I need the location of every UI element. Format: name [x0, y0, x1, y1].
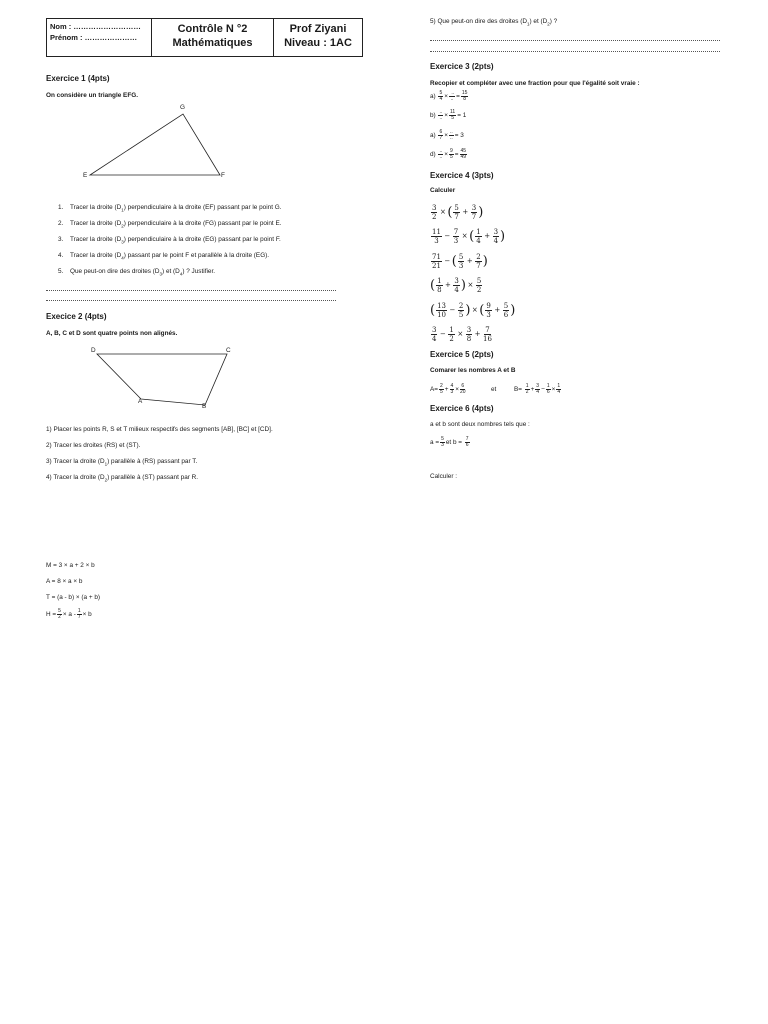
ex2-q3: 3) Tracer la droite $(D_1)$ parallèle à (RS) passant par T.	[46, 458, 198, 467]
quadrilateral-shape	[97, 354, 227, 405]
ex4-calc-5: ( 13 10 − $\frac{2}{5}$ ) × ( 9 3 + $\frac{5}{6}$ )	[430, 301, 516, 319]
ex1-item-5: 5. Que peut-on dire des droites $(D_3)$ et $(D_4)$ ? Justifier.	[58, 268, 216, 277]
ex2-q4: 4) Tracer la droite $(D_2)$ parallèle à (ST) passant par R.	[46, 474, 199, 483]
answer-line-1[interactable]	[46, 290, 336, 291]
ex2-intro: A, B, C et D sont quatre points non alignés.	[46, 330, 178, 337]
title-line2: Mathématiques	[172, 37, 253, 49]
ex5-et: et	[491, 386, 497, 393]
ex1-intro: On considère un triangle EFG.	[46, 92, 138, 99]
triangle-shape	[90, 114, 220, 175]
expr-h: H = $\frac{5}{2}$ × a - $\frac{1}{7}$ × b	[46, 608, 92, 620]
ex2-q1: 1) Placer les points R, S et T milieux respectifs des segments [AB], [BC] et [CD].	[46, 426, 273, 433]
answer-line-3[interactable]	[430, 40, 720, 41]
ex5-title: Exercice 5 (2pts)	[430, 350, 494, 359]
ex1-item-2: 2. Tracer la droite $(D_2)$ perpendiculaire à la droite (FG) passant par le point E.	[58, 220, 282, 229]
ex1-title: Exercice 1 (4pts)	[46, 74, 110, 83]
quadrilateral-abcd	[85, 340, 245, 415]
ex2-title: Execice 2 (4pts)	[46, 312, 107, 321]
ex4-calc-3: 71 21 − ( 5 3 + $\frac{2}{7}$ )	[432, 252, 488, 270]
point-g-label: G	[180, 104, 185, 111]
point-a-label: A	[138, 398, 143, 405]
ex4-calc-6: 3 4 − $\frac{1}{2}$ × $\frac{3}{8}$ + $\frac{7}{16}$	[432, 325, 492, 343]
ex3-item-d: d) $\frac{..}{..}$ × $\frac{9}{5}$ = $\frac{45}{49}$	[430, 148, 467, 160]
teacher-info	[274, 19, 362, 56]
ex1-item-1: 1. Tracer la droite $(D_1)$ perpendiculaire à la droite (EF) passant par le point G.	[58, 204, 282, 213]
ex3-item-c: a) $\frac{6}{7}$ × $\frac{..}{..}$ = 3	[430, 129, 464, 141]
header-box	[46, 18, 363, 57]
ex3-item-b: b) $\frac{..}{..}$ × $\frac{11}{5}$ = 1	[430, 109, 467, 121]
ex6-calc-label: Calculer :	[430, 473, 457, 480]
prof-name: Prof Ziyani	[289, 23, 347, 35]
exam-title	[152, 19, 274, 56]
ex5-intro: Comarer les nombres A et B	[430, 367, 516, 374]
ex1-list	[58, 204, 358, 284]
title-line1: Contrôle N °2	[177, 23, 248, 35]
ex3-item-a: a) $\frac{5}{4}$ × $\frac{..}{..}$ = $\frac{15}{8}$	[430, 90, 468, 102]
ex6-definition: a = $\frac{5}{3}$ et b = $\frac{7}{6}$	[430, 436, 469, 448]
ex5-expr-b: B= $\frac{1}{2}$ + $\frac{3}{4}$ − $\frac{1}{6}$ × $\frac{1}{4}$	[514, 383, 561, 395]
ex2-q2: 2) Tracer les droites (RS) et (ST).	[46, 442, 141, 449]
nom-field[interactable]: Nom : ………………………	[50, 22, 141, 31]
level: Niveau : 1AC	[284, 37, 352, 49]
ex4-calc-4: ( 1 8 + $\frac{3}{4}$ ) × $\frac{5}{2}$	[430, 276, 482, 294]
point-e-label: E	[83, 172, 88, 179]
answer-line-4[interactable]	[430, 51, 720, 52]
ex4-title: Exercice 4 (3pts)	[430, 171, 494, 180]
ex1-q5-continued: 5) Que peut-on dire des droites $(D_1)$ et $(D_2)$ ?	[430, 18, 558, 27]
prenom-field[interactable]: Prénom : …………………	[50, 33, 138, 42]
ex4-calc-2: 11 3 − $\frac{7}{3}$ × ( 1 4 + $\frac{3}{4}$ )	[432, 227, 506, 245]
ex1-item-4: 4. Tracer la droite $(D_4)$ passant par le point F et parallèle à la droite (EG).	[58, 252, 270, 261]
ex3-intro: Recopier et compléter avec une fraction pour que l'égalité soit vraie :	[430, 80, 640, 87]
student-info	[47, 19, 152, 56]
answer-line-2[interactable]	[46, 300, 336, 301]
point-d-label: D	[91, 347, 96, 354]
ex4-calc-1: $\frac{3}{2}$ × ( 5 7 + $\frac{3}{7}$ )	[432, 203, 484, 221]
ex3-title: Exercice 3 (2pts)	[430, 62, 494, 71]
ex6-title: Exercice 6 (4pts)	[430, 404, 494, 413]
expr-t: T = (a - b) × (a + b)	[46, 594, 101, 601]
ex4-intro: Calculer	[430, 187, 456, 194]
expr-a: A = 8 × a × b	[46, 578, 83, 585]
ex1-item-3: 3. Tracer la droite $(D_3)$ perpendiculaire à la droite (EG) passant par le point F.	[58, 236, 281, 245]
ex5-expr-a: A= $\frac{2}{5}$ + $\frac{4}{3}$ × $\frac{6}{20}$	[430, 383, 466, 395]
point-f-label: F	[221, 172, 225, 179]
ex6-intro: a et b sont deux nombres tels que :	[430, 421, 530, 428]
point-c-label: C	[226, 347, 231, 354]
expr-m: M = 3 × a + 2 × b	[46, 562, 95, 569]
point-b-label: B	[202, 403, 207, 410]
